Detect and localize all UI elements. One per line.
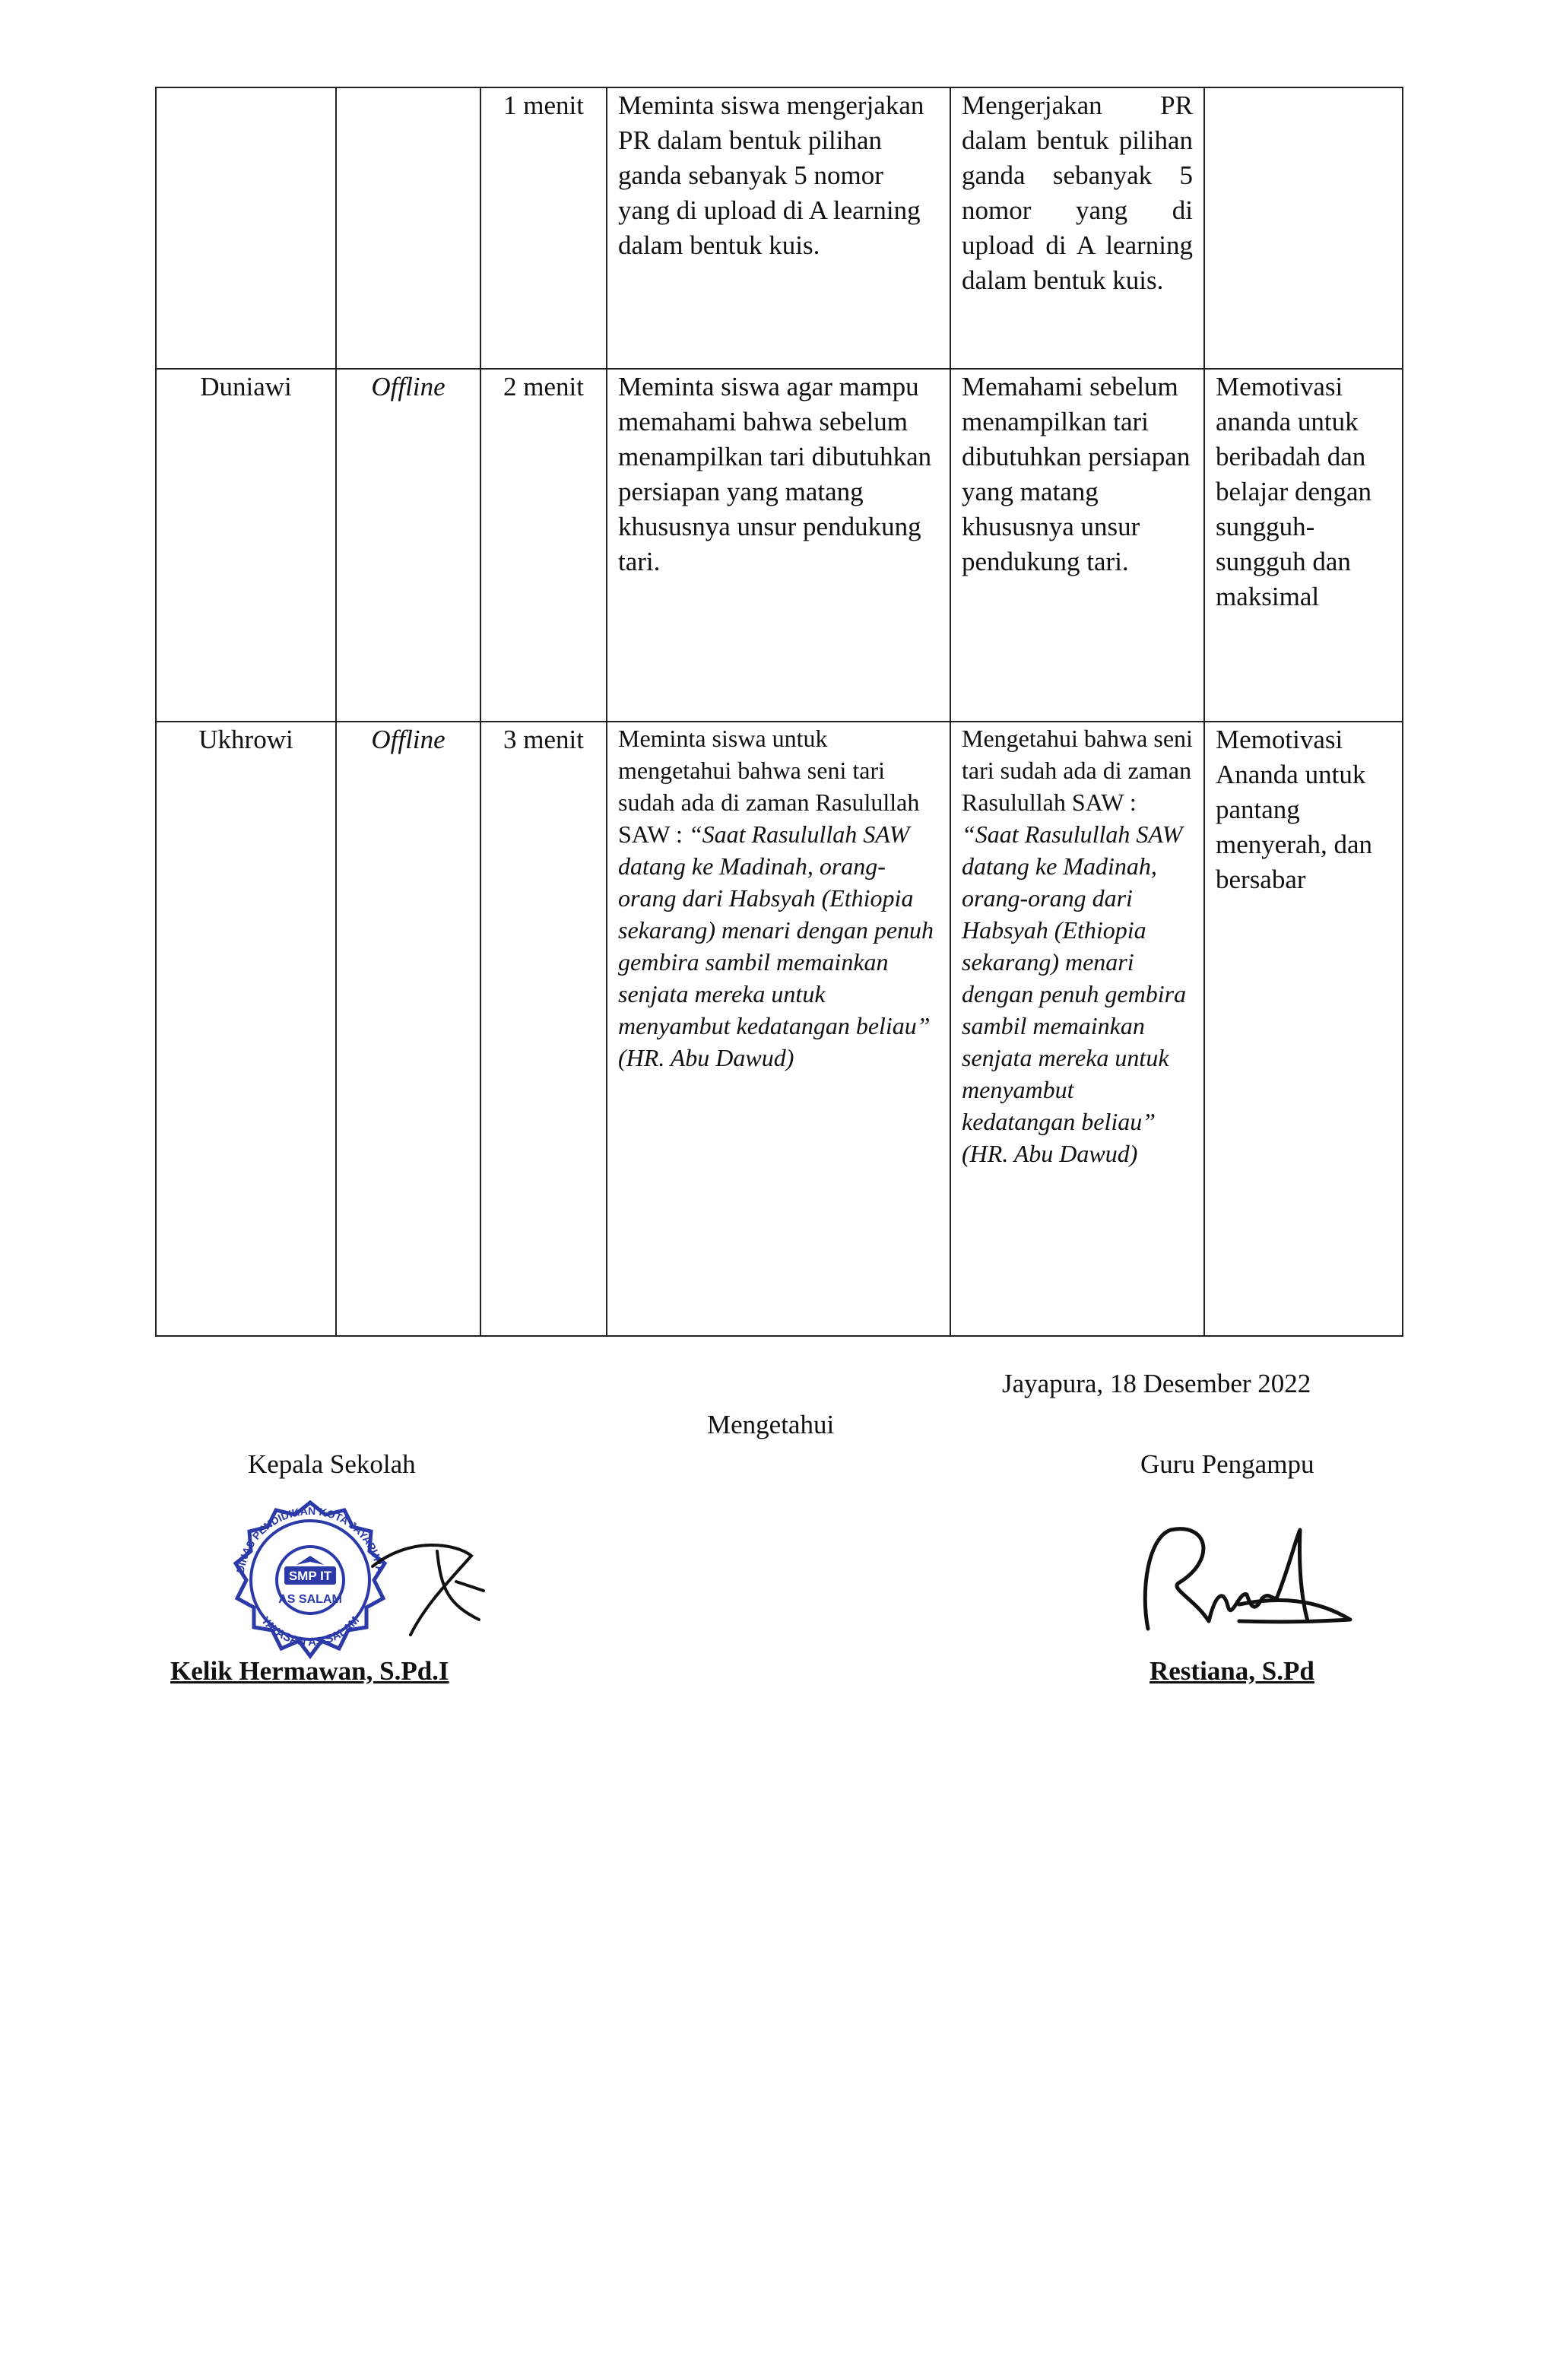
table-cell-teacher-activity: Meminta siswa mengerjakan PR dalam bentuk pilihan ganda sebanyak 5 nomor yang di upload di A learning dalam bentuk kuis. [607,87,950,369]
activity-lead-text: Mengetahui bahwa seni tari sudah ada di zaman Rasulullah SAW : [962,725,1193,816]
table-cell-mode: Offline [336,722,480,1336]
table-cell-duration: 2 menit [480,369,607,722]
principal-role: Kepala Sekolah [248,1449,416,1479]
table-cell-category [156,87,336,369]
activity-lead-text: Meminta siswa untuk mengetahui bahwa seni tari sudah ada di zaman Rasulullah SAW : [618,725,920,848]
teacher-role: Guru Pengampu [1140,1449,1314,1479]
teacher-signature [1125,1507,1361,1659]
table-cell-teacher-activity: Meminta siswa agar mampu memahami bahwa sebelum menampilkan tari dibutuhkan persiapan yang matang khususnya unsur pendukung tari. [607,369,950,722]
table-row [156,369,1403,722]
table-row [156,87,1403,369]
svg-text:YAYASAN AS SALAM [258,1614,362,1649]
hadith-quote: “Saat Rasulullah SAW datang ke Madinah, orang-orang dari Habsyah (Ethiopia sekarang) menari dengan penuh gembira sambil memainkan senjata mereka untuk menyambut kedatangan beliau” (HR. Abu Dawud) [962,820,1187,1167]
principal-name: Kelik Hermawan, S.Pd.I [170,1656,449,1686]
table-cell-mode: Offline [336,369,480,722]
table-cell-character: Memotivasi ananda untuk beribadah dan belajar dengan sungguh-sungguh dan maksimal [1204,369,1403,722]
table-cell-character: Memotivasi Ananda untuk pantang menyerah, dan bersabar [1204,722,1403,1336]
stamp-center-text: SMP IT [288,1569,332,1583]
table-cell-category: Ukhrowi [156,722,336,1336]
table-cell-teacher-activity [607,722,950,1336]
table-cell-duration: 1 menit [480,87,607,369]
stamp-mid-text: AS SALAM [278,1593,342,1606]
stamp-top-text: DINAS PENDIDIKAN KOTA JAYAPURA [233,1504,387,1575]
teacher-name: Restiana, S.Pd [1150,1656,1314,1686]
table-cell-category: Duniawi [156,369,336,722]
stamp-bottom-text: YAYASAN AS SALAM [258,1614,363,1649]
svg-text:DINAS PENDIDIKAN KOTA JAYAPURA [234,1505,387,1574]
lesson-activity-table [155,87,1403,1337]
table-row [156,722,1403,1336]
acknowledged-label: Mengetahui [707,1410,835,1439]
table-cell-student-activity: Memahami sebelum menampilkan tari dibutuhkan persiapan yang matang khususnya unsur pendukung tari. [950,369,1204,722]
table-cell-character [1204,87,1403,369]
hadith-quote: “Saat Rasulullah SAW datang ke Madinah, orang-orang dari Habsyah (Ethiopia sekarang) menari dengan penuh gembira sambil memainkan senjata mereka untuk menyambut kedatangan beliau” (HR. Abu Dawud) [618,820,934,1071]
table-cell-duration: 3 menit [480,722,607,1336]
place-date: Jayapura, 18 Desember 2022 [1002,1369,1311,1398]
table-cell-mode [336,87,480,369]
table-cell-student-activity [950,722,1204,1336]
table-cell-student-activity: Mengerjakan PR dalam bentuk pilihan ganda sebanyak 5 nomor yang di upload di A learning dalam bentuk kuis. [950,87,1204,369]
principal-signature [365,1521,487,1642]
